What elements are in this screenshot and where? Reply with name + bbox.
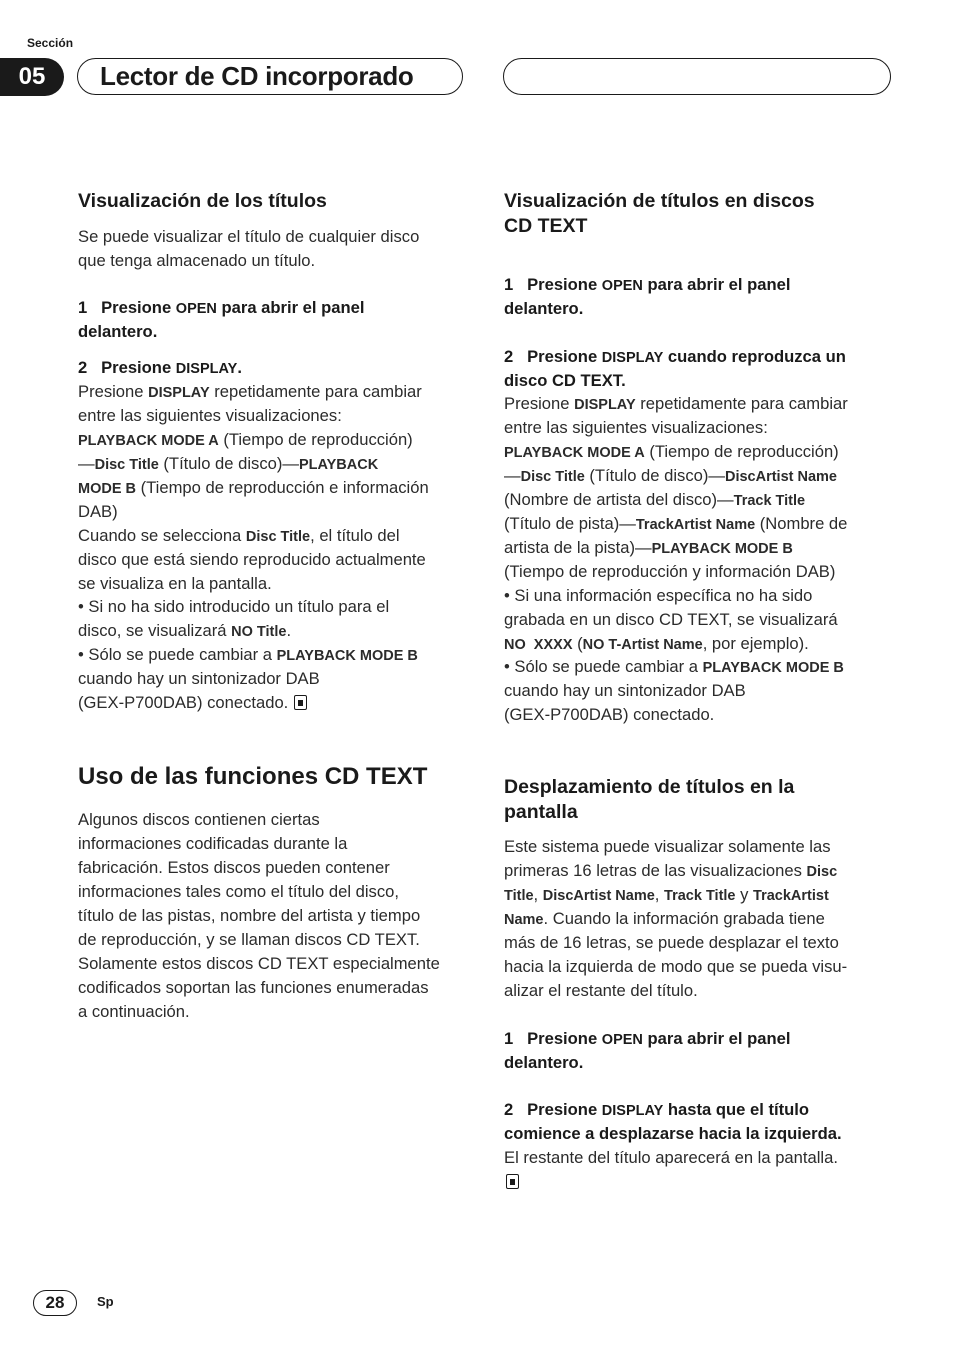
key-open: OPEN — [601, 1032, 643, 1048]
step-2 — [504, 1098, 809, 1123]
body-line: fabricación. Estos discos pueden contener — [78, 858, 390, 877]
end-mark-icon — [506, 1174, 519, 1189]
mode-name: Track Title — [664, 888, 736, 904]
mode-name: NO XXXX — [504, 637, 573, 653]
body-line: codificados soportan las funciones enumeradas — [78, 978, 429, 997]
text: (Título de disco)— — [584, 466, 725, 485]
step-1 — [78, 296, 364, 321]
body-line — [504, 440, 839, 465]
body-line — [504, 883, 829, 908]
text: (Título de disco)— — [158, 454, 299, 473]
body-line — [504, 632, 809, 657]
key-display: DISPLAY — [574, 397, 636, 413]
text: Presione — [504, 394, 575, 413]
bullet-line — [78, 643, 418, 668]
key-display: DISPLAY — [148, 385, 210, 401]
step-number: 1 — [504, 1029, 514, 1048]
text: (Nombre de — [755, 514, 848, 533]
step-text: cuando reproduzca un — [663, 347, 846, 366]
text: (Nombre de artista del disco)— — [504, 490, 734, 509]
language-label: Sp — [97, 1294, 114, 1309]
body-line: de reproducción, y se llaman discos CD TEXT. — [78, 930, 420, 949]
mode-name: Disc Title — [245, 529, 311, 545]
key-display: DISPLAY — [601, 1103, 664, 1119]
step-text: Presione — [101, 298, 176, 317]
text: (Tiempo de reproducción) — [644, 442, 839, 461]
mode-name: PLAYBACK MODE A — [78, 433, 219, 449]
body-line: disco que está siendo reproducido actualmente — [78, 550, 426, 569]
text: ( — [572, 634, 583, 653]
body-line: más de 16 letras, se puede desplazar el texto — [504, 933, 839, 952]
body-line: alizar el restante del título. — [504, 981, 698, 1000]
text: — — [78, 454, 95, 473]
body-line — [504, 464, 837, 489]
bullet-line — [504, 655, 844, 680]
bullet-line: • Si no ha sido introducido un título para el — [78, 597, 390, 616]
mode-name: PLAYBACK MODE B — [276, 648, 418, 664]
text: (GEX-P700DAB) conectado. — [78, 693, 289, 712]
text: (Tiempo de reproducción) — [218, 430, 413, 449]
mode-name: TrackArtist — [753, 888, 829, 904]
key-display: DISPLAY — [175, 361, 238, 377]
text: — — [504, 466, 521, 485]
body-line: Algunos discos contienen ciertas — [78, 810, 320, 829]
step-text: Presione — [101, 358, 176, 377]
mode-name: PLAYBACK — [298, 457, 379, 473]
body-line: entre las siguientes visualizaciones: — [504, 418, 768, 437]
body-line: (GEX-P700DAB) conectado. — [504, 705, 715, 724]
key-open: OPEN — [175, 301, 217, 317]
page-number: 28 — [33, 1290, 77, 1316]
mode-name: PLAYBACK MODE A — [504, 445, 645, 461]
text: • Sólo se puede cambiar a — [504, 657, 703, 676]
text: y — [735, 885, 754, 904]
step-number: 2 — [78, 358, 88, 377]
key-display: DISPLAY — [601, 350, 664, 366]
mode-name: DiscArtist Name — [724, 469, 837, 485]
step-text: para abrir el panel — [216, 298, 365, 317]
heading-cd-text: Uso de las funciones CD TEXT — [78, 763, 428, 790]
body-line — [78, 476, 429, 501]
step-number: 1 — [504, 275, 514, 294]
body-line — [504, 859, 837, 884]
body-line — [504, 512, 847, 537]
text: (Tiempo de reproducción e información — [136, 478, 429, 497]
body-line: DAB) — [78, 502, 118, 521]
body-line: Este sistema puede visualizar solamente las — [504, 837, 831, 856]
body-line — [504, 488, 805, 513]
mode-name: Name — [504, 912, 544, 928]
body-line — [78, 452, 378, 477]
body-line: El restante del título aparecerá en la pantalla. — [504, 1148, 838, 1167]
step-2-line-2: comience a desplazarse hacia la izquierda. — [504, 1124, 842, 1143]
text: disco, se visualizará — [78, 621, 232, 640]
mode-name: NO T-Artist Name — [582, 637, 703, 653]
body-line: cuando hay un sintonizador DAB — [78, 669, 320, 688]
body-line: grabada en un disco CD TEXT, se visualizará — [504, 610, 838, 629]
intro-line-2: que tenga almacenado un título. — [78, 251, 316, 270]
step-text: Presione — [527, 347, 602, 366]
section-title-text: Lector de CD incorporado — [100, 61, 414, 91]
mode-name: Disc — [806, 864, 838, 880]
text: repetidamente para cambiar — [209, 382, 422, 401]
text: . Cuando la información grabada tiene — [543, 909, 825, 928]
step-text: . — [237, 358, 242, 377]
body-line: Solamente estos discos CD TEXT especialmente — [78, 954, 440, 973]
step-text: Presione — [527, 1100, 602, 1119]
mode-name: Disc Title — [94, 457, 159, 473]
mode-name: NO Title — [231, 624, 287, 640]
body-line — [504, 907, 825, 932]
body-line: título de las pistas, nombre del artista y tiempo — [78, 906, 421, 925]
mode-name: MODE B — [78, 481, 136, 497]
section-title — [77, 58, 463, 95]
mode-name: Disc Title — [520, 469, 585, 485]
step-text: para abrir el panel — [642, 1029, 791, 1048]
heading-titles: Visualización de los títulos — [78, 190, 327, 212]
step-text: Presione — [527, 275, 602, 294]
text: (Título de pista)— — [504, 514, 636, 533]
body-line — [504, 536, 793, 561]
body-line: (Tiempo de reproducción y información DAB) — [504, 562, 836, 581]
body-line — [78, 428, 413, 453]
end-mark-icon — [294, 695, 307, 710]
step-number: 1 — [78, 298, 88, 317]
body-line — [504, 392, 848, 417]
body-line: informaciones codificadas durante la — [78, 834, 348, 853]
text: , — [533, 885, 543, 904]
text: repetidamente para cambiar — [635, 394, 848, 413]
mode-name: PLAYBACK MODE B — [702, 660, 844, 676]
mode-name: PLAYBACK MODE B — [651, 541, 793, 557]
text: , el título del — [310, 526, 400, 545]
step-number: 2 — [504, 1100, 514, 1119]
text: • Sólo se puede cambiar a — [78, 645, 277, 664]
heading-scroll-titles: Desplazamiento de títulos en la — [504, 776, 795, 798]
step-text: para abrir el panel — [642, 275, 791, 294]
body-line: informaciones tales como el título del disco, — [78, 882, 399, 901]
mode-name: Track Title — [733, 493, 806, 509]
key-open: OPEN — [601, 278, 643, 294]
step-1 — [504, 273, 790, 298]
section-number-badge: 05 — [0, 58, 64, 96]
body-line: cuando hay un sintonizador DAB — [504, 681, 746, 700]
text: . — [286, 621, 292, 640]
heading-scroll-titles-2: pantalla — [504, 801, 578, 823]
body-line: hacia la izquierda de modo que se pueda visu- — [504, 957, 848, 976]
step-1-line-2: delantero. — [78, 322, 158, 341]
body-line — [78, 691, 307, 715]
body-line: se visualiza en la pantalla. — [78, 574, 272, 593]
step-text: hasta que el título — [663, 1100, 809, 1119]
text: primeras 16 letras de las visualizaciones — [504, 861, 807, 880]
intro-line-1: Se puede visualizar el título de cualquier disco — [78, 227, 420, 246]
heading-display-cd-text: Visualización de títulos en discos — [504, 190, 815, 212]
step-2 — [504, 345, 846, 370]
bullet-line: • Si una información específica no ha sido — [504, 586, 813, 605]
step-1-line-2: delantero. — [504, 1053, 584, 1072]
step-2-line-2: disco CD TEXT. — [504, 371, 626, 390]
mode-name: TrackArtist Name — [635, 517, 756, 533]
text: Cuando se selecciona — [78, 526, 246, 545]
step-2 — [78, 356, 242, 381]
body-line: entre las siguientes visualizaciones: — [78, 406, 342, 425]
body-line — [78, 524, 400, 549]
body-line — [78, 619, 291, 644]
text: Presione — [78, 382, 149, 401]
text: , por ejemplo). — [702, 634, 809, 653]
header-empty-box — [503, 58, 891, 95]
step-number: 2 — [504, 347, 514, 366]
text: , — [654, 885, 665, 904]
body-line: a continuación. — [78, 1002, 190, 1021]
mode-name: DiscArtist Name — [542, 888, 655, 904]
step-text: Presione — [527, 1029, 602, 1048]
body-line — [78, 380, 422, 405]
end-mark-line — [504, 1170, 519, 1194]
heading-display-cd-text-2: CD TEXT — [504, 215, 588, 237]
mode-name: Title — [504, 888, 534, 904]
text: artista de la pista)— — [504, 538, 652, 557]
section-label: Sección — [27, 36, 74, 50]
step-1 — [504, 1027, 790, 1052]
step-1-line-2: delantero. — [504, 299, 584, 318]
